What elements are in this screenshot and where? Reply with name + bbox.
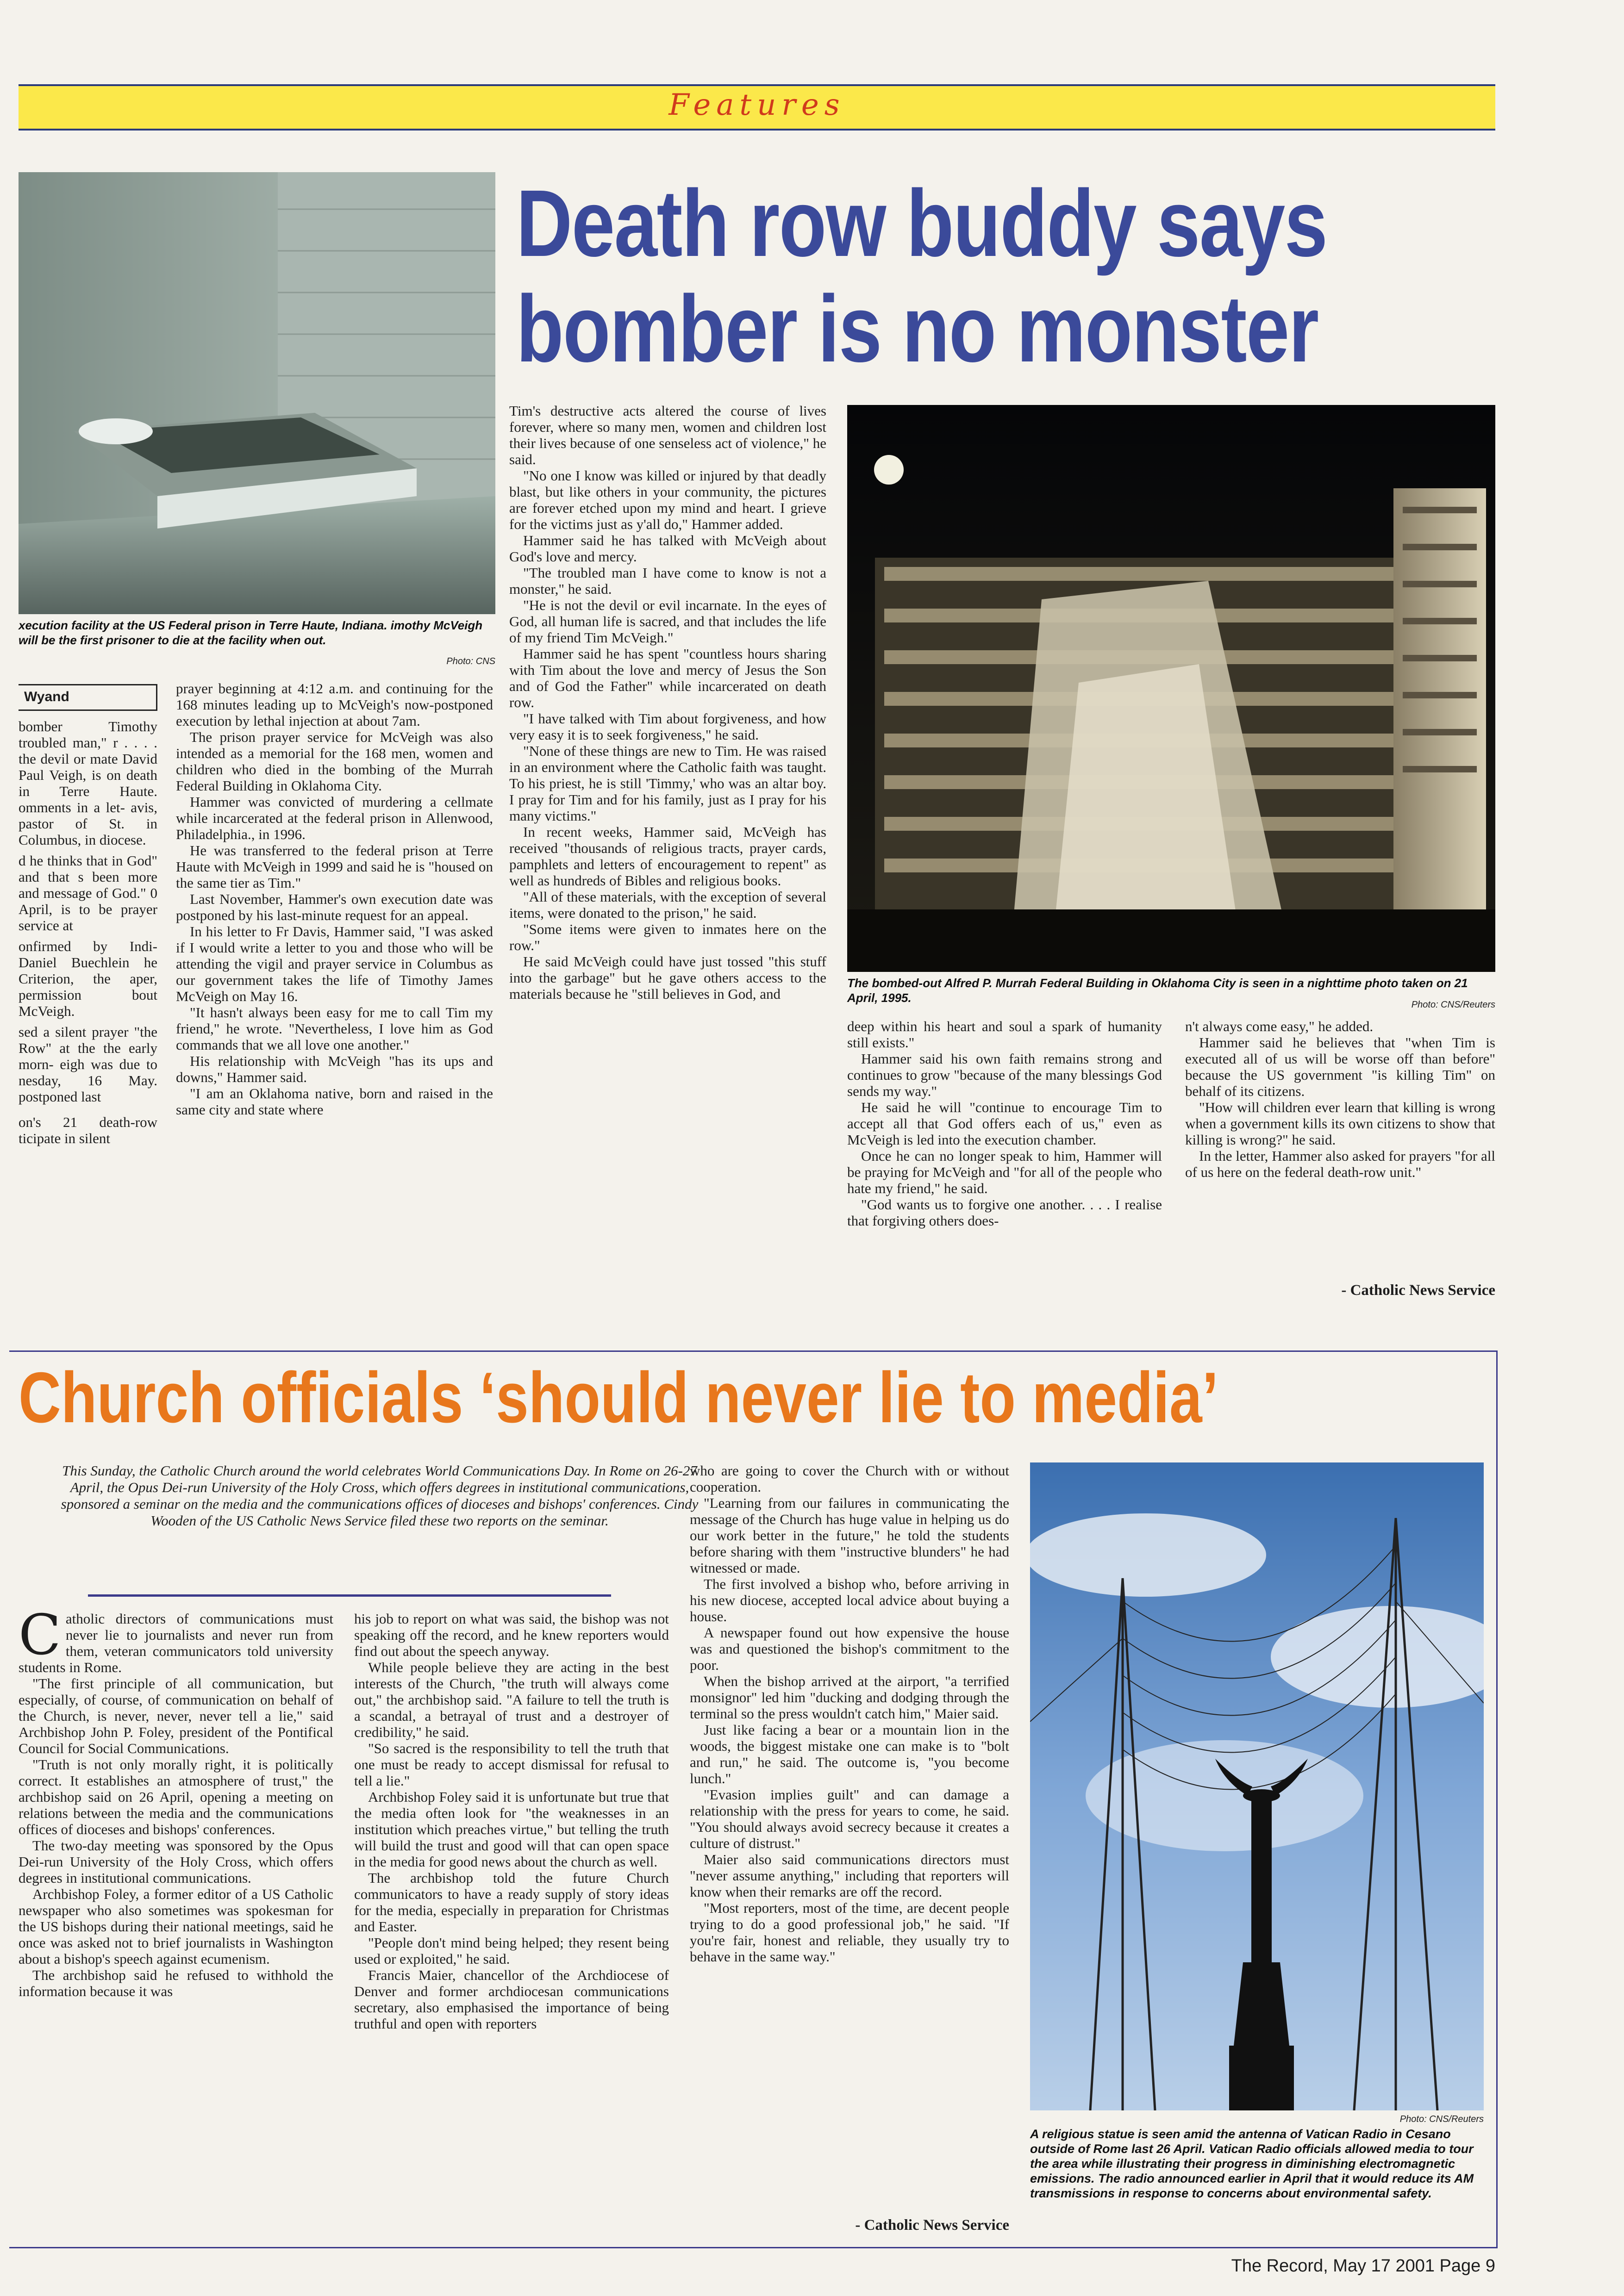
prison-cell-image [19, 172, 495, 614]
photo2-credit: Photo: CNS/Reuters [1411, 1000, 1495, 1010]
article1-column-3 [509, 403, 826, 1321]
article1-column-2 [176, 680, 493, 1319]
a2c2-p5: The archbishop told the future Church communicators to have a ready supply of story ideas for the media, especially in preparation for Christmas and Easter. [354, 1870, 669, 1935]
prison-cell-photo [19, 172, 495, 614]
a2c2-p3: "So sacred is the responsibility to tell the truth that one must be ready to accept dismissal for refusal to tell a lie." [354, 1740, 669, 1789]
a1c2-p6: In his letter to Fr Davis, Hammer said, "I was asked if I would write a letter to you and those who will be attending the vigil and prayer service in Columbus as our government takes the life of Timothy James McVeigh on May 16. [176, 923, 493, 1004]
dropcap: C [19, 1611, 61, 1668]
a1c1-p5: on's 21 death-row ticipate in silent [19, 1114, 157, 1146]
a2c3-p1: who are going to cover the Church with or without cooperation. [690, 1462, 1009, 1495]
a2c1-p1: atholic directors of communications must never lie to journalists and never run from them, veteran communicators told university students in Rome. [19, 1611, 333, 1675]
photo1-credit: Photo: CNS [446, 656, 495, 666]
a1c2-p2: The prison prayer service for McVeigh was also intended as a memorial for the 168 men, women and children who died in the bombing of the Murrah Federal Building in Oklahoma City. [176, 729, 493, 794]
a1c1-p3: onfirmed by Indi- Daniel Buechlein he Criterion, the aper, permission bout McVeigh. [19, 938, 157, 1019]
headline-line-1: Death row buddy says [516, 170, 1327, 276]
a2c2-p2: While people believe they are acting in the best interests of the Church, "the truth will always come out," the archbishop said. "A failure to tell the truth is a scandal, a betrayal of trust and a destroyer of credibility," he said. [354, 1659, 669, 1740]
article2-column-3 [690, 1462, 1009, 2212]
a2c3-p6: Just like facing a bear or a mountain lion in the woods, the biggest mistake one can make is to "bolt and run," he said. The outcome is, "you become lunch." [690, 1722, 1009, 1786]
a2c1-p5: Archbishop Foley, a former editor of a US Catholic newspaper who also sometimes was spokesman for the US bishops during their national meetings, said he once was asked not to brief journalists in Washington about a bishop's speech against ecumenism. [19, 1886, 333, 1967]
vatican-radio-photo [1030, 1462, 1484, 2110]
a1c4-p5: "God wants us to forgive one another. . . . I realise that forgiving others does- [847, 1196, 1162, 1229]
murrah-building-image [847, 405, 1495, 972]
a1c4-p1: deep within his heart and soul a spark of humanity still exists." [847, 1018, 1162, 1051]
photo1-caption: xecution facility at the US Federal prison in Terre Haute, Indiana. imothy McVeigh will be the first prisoner to die at the facility when out. [19, 618, 483, 647]
a2c1-p4: The two-day meeting was sponsored by the Opus Dei-run University of the Holy Cross, which offers degrees in institutional communications. [19, 1837, 333, 1886]
a1c3-p5: "He is not the devil or evil incarnate. In the eyes of God, all human life is sacred, and that includes the life of my friend Tim McVeigh." [509, 597, 826, 646]
a2c3-p9: "Most reporters, most of the time, are decent people trying to do a good professional job," he said. "If you're fair, honest and reliable, they usually try to behave in the same way." [690, 1900, 1009, 1965]
a1c5-p1: n't always come easy," he added. [1185, 1018, 1374, 1034]
article1-column-5 [1185, 1018, 1495, 1296]
a1c1-p2: d he thinks that in God" and that s been more and message of God." 0 April, is to be prayer service at [19, 852, 157, 933]
a1c3-p11: "Some items were given to inmates here on the row." [509, 921, 826, 953]
a1c3-p9: In recent weeks, Hammer said, McVeigh has received "thousands of religious tracts, prayer cards, pamphlets and letters of encouragement to repent" as well as hundreds of Bibles and religious books. [509, 824, 826, 889]
a1c5-p4: In the letter, Hammer also asked for prayers "for all of us here on the federal death-row unit." [1185, 1148, 1495, 1180]
photo3-caption: A religious statue is seen amid the antenna of Vatican Radio in Cesano outside of Rome last 26 April. Vatican Radio officials allowed media to tour the area while illustrating their progress in diminishing electromagnetic emissions. The radio announced earlier in April that it would reduce its AM transmissions in response to concerns about environmental safety. [1030, 2127, 1474, 2200]
a1c4-p3: He said he will "continue to encourage Tim to accept all that God offers each of us," even as McVeigh is led into the execution chamber. [847, 1099, 1162, 1148]
a1c4-p4: Once he can no longer speak to him, Hammer will be praying for McVeigh and "for all of the people who hate my friend," he said. [847, 1148, 1162, 1196]
a2c1-p3: "Truth is not only morally right, it is politically correct. It establishes an atmosphere of trust," the archbishop said on 26 April, opening a meeting on relations between the media and the communications offices of dioceses and bishops' conferences. [19, 1756, 333, 1837]
article1-column-1 [19, 718, 157, 1320]
a2c3-p2: "Learning from our failures in communicating the message of the Church has huge value in helping us do our work better in the future," he told the students before sharing with them "instructive blunders" he had witnessed or made. [690, 1495, 1009, 1576]
a2c3-p8: Maier also said communications directors must "never assume anything," including that reporters will know when their remarks are off the record. [690, 1851, 1009, 1900]
article2-column-2 [354, 1611, 669, 2235]
a1c2-p5: Last November, Hammer's own execution date was postponed by his last-minute request for an appeal. [176, 891, 493, 923]
a1c3-p4: "The troubled man I have come to know is not a monster," he said. [509, 565, 826, 597]
a1c2-p9: "I am an Oklahoma native, born and raised in the same city and state where [176, 1085, 493, 1118]
a1c4-p2: Hammer said his own faith remains strong and continues to grow "because of the many blessings God sends my way." [847, 1051, 1162, 1099]
section-banner [19, 84, 1495, 131]
a1c2-p4: He was transferred to the federal prison at Terre Haute with McVeigh in 1999 and said he is "housed on the same tier as Tim." [176, 842, 493, 891]
a1c3-p10: "All of these materials, with the exception of several items, were donated to the prison," he said. [509, 889, 826, 921]
article2-intro: This Sunday, the Catholic Church around the world celebrates World Communications Day. In Rome on 26-27 April, the Opus Dei-run University of the Holy Cross, which offers degrees in institutional communications, sponsored a seminar on the media and the communications offices of dioceses and bishops' conferences. Cindy Wooden of the US Catholic News Service filed these two reports on the seminar. [61, 1462, 699, 1529]
a2c1-p6: The archbishop said he refused to withhold the information because it was [19, 1967, 333, 1999]
a2c1-p2: "The first principle of all communication, but especially, of course, of communication on behalf of the Church, is never, never, never tell a lie," said Archbishop John P. Foley, president of the Pontifical Council for Social Communications. [19, 1675, 333, 1756]
a1c5-p2: Hammer said he believes that "when Tim is executed all of us will be worse off than before" because the US government "is killing Tim" on behalf of its citizens. [1185, 1034, 1495, 1099]
article1-column-4 [847, 1018, 1162, 1324]
intro-divider [88, 1594, 611, 1597]
a1c3-p1: Tim's destructive acts altered the course of lives forever, where so many men, women and children lost their lives because of one senseless act of violence," he said. [509, 403, 826, 467]
a1c3-p12: He said McVeigh could have just tossed "this stuff into the garbage" but he gave others access to the materials because he "still believes in God, and [509, 953, 826, 1002]
vatican-radio-image [1030, 1462, 1484, 2110]
article1-signoff: - Catholic News Service [1341, 1282, 1495, 1299]
byline: Wyand [24, 689, 69, 704]
a2c2-p1: his job to report on what was said, the bishop was not speaking off the record, and he knew reporters would find out about the speech anyway. [354, 1611, 669, 1659]
article2-column-1 [19, 1611, 333, 2235]
a2c2-p6: "People don't mind being helped; they resent being used or exploited," he said. [354, 1935, 669, 1967]
article2-headline: Church officials ‘should never lie to media’ [19, 1357, 1218, 1437]
a2c2-p7: Francis Maier, chancellor of the Archdiocese of Denver and former archdiocesan communications secretary, also emphasised the importance of being truthful and open with reporters [354, 1967, 669, 2032]
a1c1-p1: bomber Timothy troubled man," r . . . . the devil or mate David Paul Veigh, is on death in Terre Haute. omments in a let- avis, pastor of St. in Columbus, in diocese. [19, 718, 157, 848]
a2c3-p5: When the bishop arrived at the airport, "a terrified monsignor" led him "ducking and dodging through the terminal so the press wouldn't catch him," Maier said. [690, 1673, 1009, 1722]
photo2-caption: The bombed-out Alfred P. Murrah Federal Building in Oklahoma City is seen in a nighttime photo taken on 21 April, 1995. [847, 976, 1468, 1005]
a1c2-p8: His relationship with McVeigh "has its ups and downs," Hammer said. [176, 1053, 493, 1085]
a1c3-p2: "No one I know was killed or injured by that deadly blast, but like others in your community, the pictures are forever etched upon my mind and heart. I grieve for the victims just as y'all do," Hammer added. [509, 467, 826, 532]
murrah-building-photo [847, 405, 1495, 972]
photo3-credit: Photo: CNS/Reuters [1399, 2114, 1484, 2124]
a2c3-p4: A newspaper found out how expensive the house was and questioned the bishop's commitment to the poor. [690, 1624, 1009, 1673]
a1c1-p4: sed a silent prayer "the Row" at the the early morn- eigh was due to nesday, 16 May. postponed last [19, 1024, 157, 1105]
a2c2-p4: Archbishop Foley said it is unfortunate but true that the media often look for "the weaknesses in an institution which preaches virtue," but telling the truth will build the trust and good will that can open space in the media for good news about the church as well. [354, 1789, 669, 1870]
a2c3-p7: "Evasion implies guilt" and can damage a relationship with the press for years to come, he said. "You should always avoid secrecy because it creates a culture of distrust." [690, 1786, 1009, 1851]
article2-signoff: - Catholic News Service [855, 2217, 1009, 2234]
a1c2-p7: "It hasn't always been easy for me to call Tim my friend," he wrote. "Nevertheless, I love him as God commands that we all love one another." [176, 1004, 493, 1053]
a1c3-p8: "None of these things are new to Tim. He was raised in an environment where the Catholic faith was taught. To his priest, he is still 'Timmy,' who was an altar boy. I pray for Tim and for his family, just as I pray for his many victims." [509, 743, 826, 824]
a1c5-p3: "How will children ever learn that killing is wrong when a government kills its own citizens to show that killing is wrong?" he said. [1185, 1099, 1495, 1148]
headline-line-2: bomber is no monster [516, 276, 1318, 382]
a2c3-p3: The first involved a bishop who, before arriving in his new diocese, accepted local advice about buying a house. [690, 1576, 1009, 1624]
page-footer: The Record, May 17 2001 Page 9 [1231, 2256, 1495, 2276]
a1c3-p7: "I have talked with Tim about forgiveness, and how very easy it is to seek forgiveness," he said. [509, 710, 826, 743]
a1c2-p3: Hammer was convicted of murdering a cellmate while incarcerated at the federal prison in Allenwood, Philadelphia., in 1996. [176, 794, 493, 842]
section-title: Features [668, 88, 845, 122]
a1c2-p1: prayer beginning at 4:12 a.m. and continuing for the 168 minutes leading up to McVeigh's now-postponed execution by lethal injection at about 7am. [176, 680, 493, 729]
byline-box [19, 684, 157, 711]
a1c3-p6: Hammer said he has spent "countless hours sharing with Tim about the love and mercy of Jesus the Son and of God the Father" while incarcerated on death row. [509, 646, 826, 710]
a1c3-p3: Hammer said he has talked with McVeigh about God's love and mercy. [509, 532, 826, 565]
